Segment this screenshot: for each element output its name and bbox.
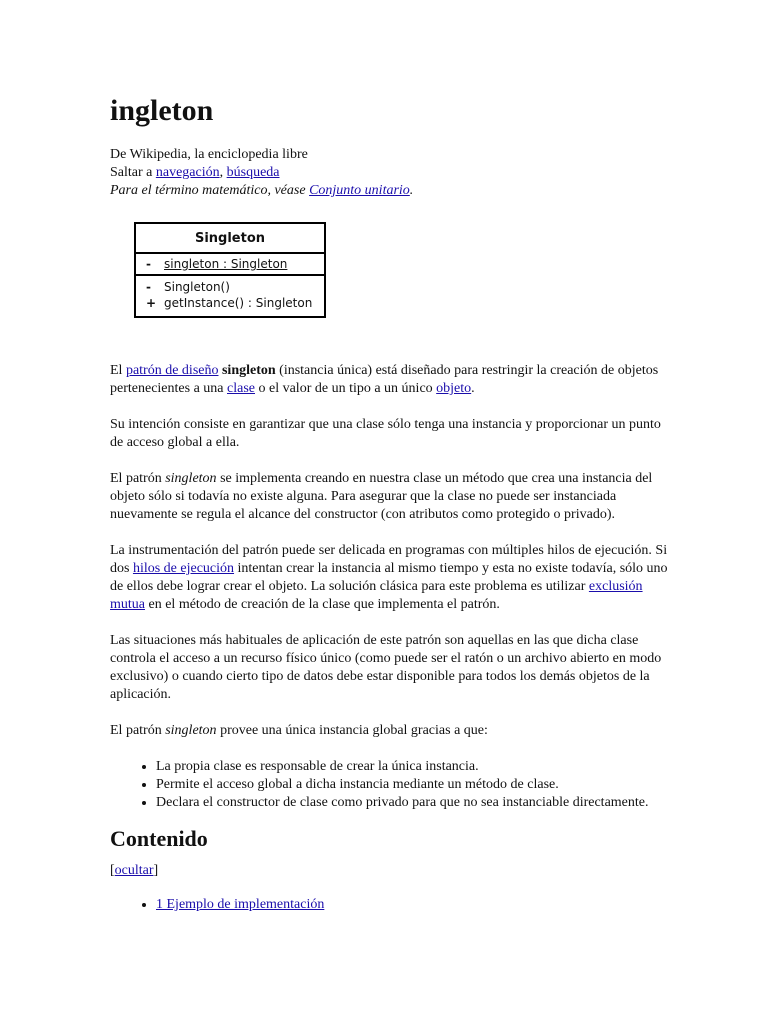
list-item: • La propia clase es responsable de crear la única instancia. [156, 758, 670, 776]
search-link[interactable]: búsqueda [226, 165, 280, 180]
bracket: ] [153, 863, 159, 878]
clase-link[interactable]: clase [227, 381, 255, 396]
paragraph-implementation [110, 470, 670, 524]
text: La instrumentación del patrón puede ser delicada en programas con múltiples hilos de ejecución. Si dos [110, 543, 668, 576]
hatnote-text: Para el término matemático, véase [110, 183, 310, 198]
navigation-link[interactable]: navegación [155, 165, 220, 180]
paragraph-provides [110, 722, 670, 740]
patron-de-diseno-link[interactable]: patrón de diseño [125, 363, 219, 378]
list-item: • Permite el acceso global a dicha instancia mediante un método de clase. [156, 776, 670, 794]
article-body [110, 362, 670, 914]
bullet-list [110, 758, 670, 812]
uml-operation-text: getInstance() : Singleton [164, 296, 313, 310]
hatnote [110, 182, 413, 200]
jump-prefix: Saltar a [110, 165, 156, 180]
uml-class-name: Singleton [136, 224, 324, 254]
uml-attribute-row [146, 257, 287, 271]
bold-term: singleton [221, 363, 276, 378]
bracket: [ [110, 863, 115, 878]
uml-attribute-text: singleton : Singleton [164, 257, 288, 271]
text: (instancia única) está diseñado para restringir la creación de objetos pertenecientes a una [110, 363, 659, 396]
paragraph-threads [110, 542, 670, 614]
italic-term: singleton [165, 471, 217, 486]
visibility-marker: - [146, 257, 151, 271]
article-meta [110, 146, 413, 200]
toc-toggle [110, 862, 670, 880]
text: en el método de creación de la clase que implementa el patrón. [145, 597, 500, 612]
text: . [471, 381, 475, 396]
conjunto-unitario-link[interactable]: Conjunto unitario [309, 183, 410, 198]
exclusion-mutua-link[interactable]: exclusión mutua [110, 579, 643, 612]
uml-operations [136, 276, 324, 316]
visibility-marker: + [146, 296, 157, 310]
hatnote-suffix: . [409, 183, 414, 198]
jump-links [110, 164, 413, 182]
italic-term: singleton [165, 723, 217, 738]
source-line: De Wikipedia, la enciclopedia libre [110, 147, 308, 162]
uml-attributes [136, 254, 324, 276]
text: provee una única instancia global gracias a que: [216, 723, 488, 738]
uml-operation-row [146, 296, 312, 310]
uml-operation-text: Singleton() [164, 280, 230, 294]
jump-separator: , [219, 165, 227, 180]
paragraph-intent: Su intención consiste en garantizar que una clase sólo tenga una instancia y proporcionar un punto de acceso global a ella. [110, 417, 661, 450]
toc-list [110, 896, 670, 914]
paragraph-situations: Las situaciones más habituales de aplicación de este patrón son aquellas en las que dicha clase controla el acceso a un recurso físico único (como puede ser el ratón o un archivo abierto en modo exclusivo) o cuando cierto tipo de datos debe estar disponible para todos los demás objetos de la aplicación. [110, 633, 662, 702]
hide-toc-link[interactable]: ocultar [114, 863, 154, 878]
text: o el valor de un tipo a un único [254, 381, 437, 396]
list-item: • Declara el constructor de clase como privado para que no sea instanciable directamente. [156, 794, 670, 812]
uml-class-diagram [134, 222, 326, 318]
text: se implementa creando en nuestra clase un método que crea una instancia del objeto sólo si todavía no existe alguna. Para asegurar que la clase no puede ser instanciada nuevamente se regula el alcance del constructor (con atributos como protegido o privado). [110, 471, 653, 522]
text: El [110, 363, 126, 378]
toc-item [156, 896, 670, 914]
visibility-marker: - [146, 280, 151, 294]
contents-heading: Contenido [110, 826, 208, 851]
paragraph-intro [110, 362, 670, 398]
text: El patrón [110, 471, 166, 486]
text: intentan crear la instancia al mismo tiempo y esta no existe todavía, sólo uno de ellos debe lograr crear el objeto. La solución clásica para este problema es utilizar [110, 561, 668, 594]
page-title: ingleton [110, 94, 214, 127]
uml-operation-row [146, 280, 230, 294]
toc-link-ejemplo[interactable]: 1 Ejemplo de implementación [156, 897, 325, 912]
hilos-de-ejecucion-link[interactable]: hilos de ejecución [132, 561, 235, 576]
text: El patrón [110, 723, 166, 738]
objeto-link[interactable]: objeto [436, 381, 472, 396]
